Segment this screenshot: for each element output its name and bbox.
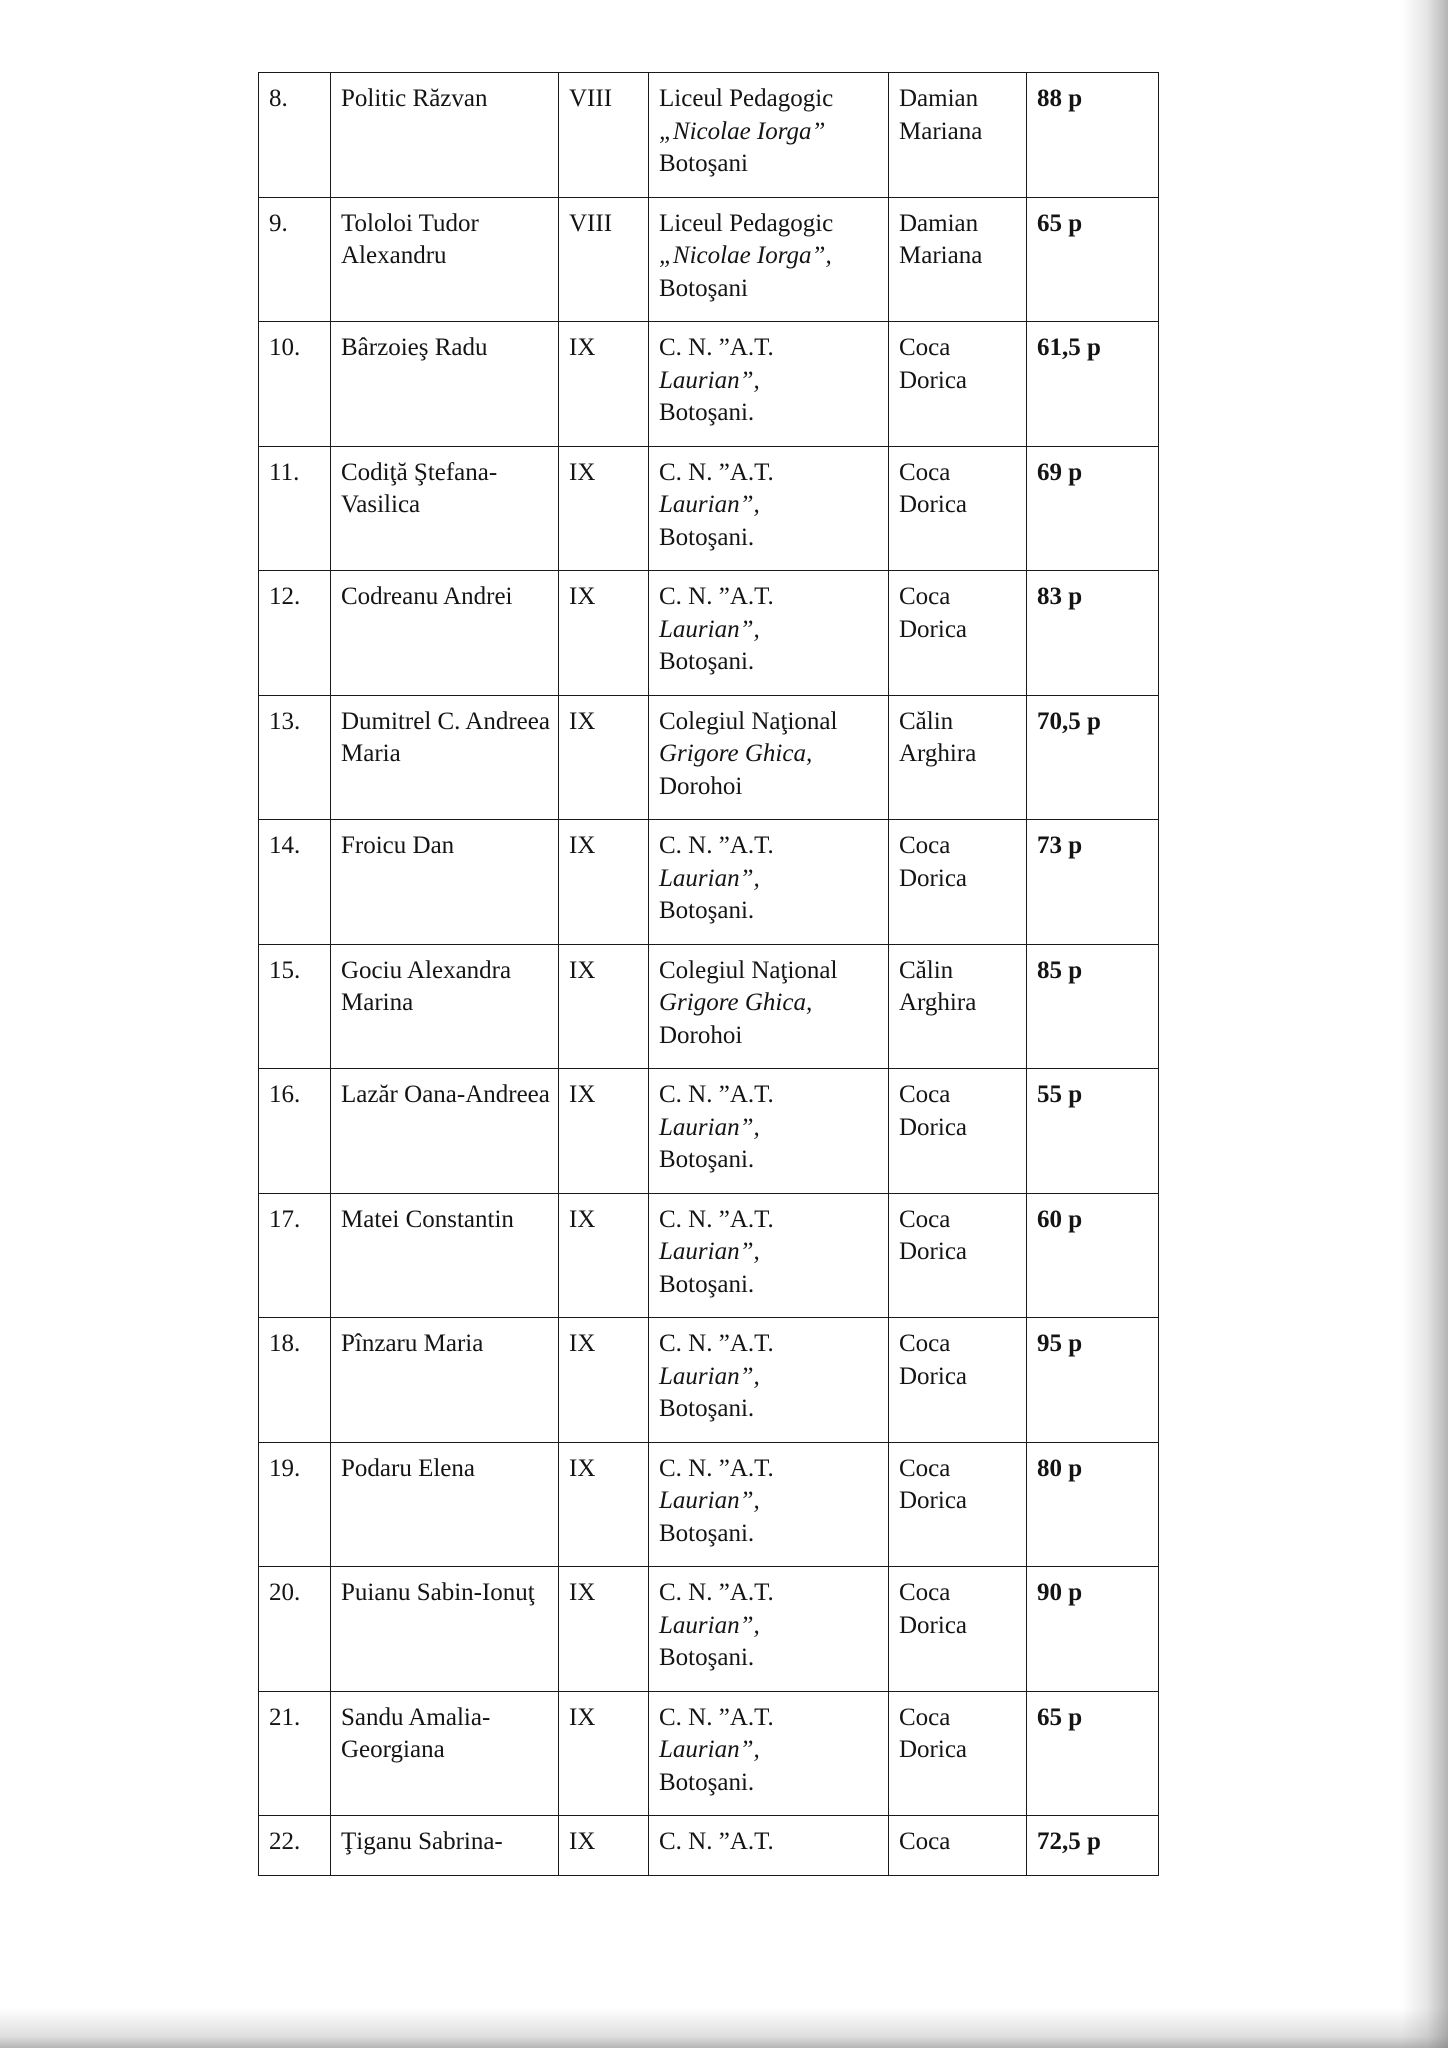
score-value: 61,5 p (1027, 322, 1159, 447)
row-number: 9. (259, 197, 331, 322)
table-row (259, 1069, 1159, 1194)
table-row (259, 197, 1159, 322)
student-name: Politic Răzvan (331, 73, 559, 198)
row-number: 22. (259, 1816, 331, 1876)
school-name: C. N. ”A.T. Laurian”, Botoşani. (649, 820, 889, 945)
school-name: C. N. ”A.T. Laurian”, Botoşani. (649, 1318, 889, 1443)
school-name: C. N. ”A.T. Laurian”, Botoşani. (649, 322, 889, 447)
student-name: Puianu Sabin-Ionuţ (331, 1567, 559, 1692)
row-number: 19. (259, 1442, 331, 1567)
student-class: IX (559, 1816, 649, 1876)
teacher-name: Coca Dorica (889, 1069, 1027, 1194)
score-value: 55 p (1027, 1069, 1159, 1194)
row-number: 14. (259, 820, 331, 945)
student-class: IX (559, 1318, 649, 1443)
student-name: Codreanu Andrei (331, 571, 559, 696)
teacher-name: Coca Dorica (889, 1691, 1027, 1816)
table-row (259, 820, 1159, 945)
teacher-name: Coca Dorica (889, 322, 1027, 447)
score-value: 95 p (1027, 1318, 1159, 1443)
school-name: Liceul Pedagogic „Nicolae Iorga”, Botoşani (649, 197, 889, 322)
score-value: 72,5 p (1027, 1816, 1159, 1876)
table-row (259, 322, 1159, 447)
student-class: VIII (559, 73, 649, 198)
row-number: 12. (259, 571, 331, 696)
school-name: Colegiul Naţional Grigore Ghica, Dorohoi (649, 944, 889, 1069)
row-number: 17. (259, 1193, 331, 1318)
row-number: 20. (259, 1567, 331, 1692)
teacher-name: Coca (889, 1816, 1027, 1876)
row-number: 21. (259, 1691, 331, 1816)
score-value: 88 p (1027, 73, 1159, 198)
student-class: IX (559, 820, 649, 945)
student-class: IX (559, 1193, 649, 1318)
student-name: Bârzoieş Radu (331, 322, 559, 447)
student-name: Froicu Dan (331, 820, 559, 945)
teacher-name: Coca Dorica (889, 571, 1027, 696)
student-name: Sandu Amalia-Georgiana (331, 1691, 559, 1816)
student-name: Matei Constantin (331, 1193, 559, 1318)
table-row (259, 73, 1159, 198)
school-name: C. N. ”A.T. Laurian”, Botoşani. (649, 1069, 889, 1194)
student-class: IX (559, 695, 649, 820)
school-name: C. N. ”A.T. Laurian”, Botoşani. (649, 1691, 889, 1816)
results-table (258, 72, 1159, 1876)
teacher-name: Coca Dorica (889, 820, 1027, 945)
table-row (259, 1816, 1159, 1876)
table-row (259, 446, 1159, 571)
teacher-name: Coca Dorica (889, 1442, 1027, 1567)
score-value: 65 p (1027, 1691, 1159, 1816)
student-class: VIII (559, 197, 649, 322)
student-class: IX (559, 944, 649, 1069)
student-class: IX (559, 446, 649, 571)
student-name: Ţiganu Sabrina- (331, 1816, 559, 1876)
table-row (259, 1318, 1159, 1443)
student-class: IX (559, 1691, 649, 1816)
teacher-name: Coca Dorica (889, 1567, 1027, 1692)
row-number: 11. (259, 446, 331, 571)
school-name: C. N. ”A.T. Laurian”, Botoşani. (649, 571, 889, 696)
student-name: Tololoi Tudor Alexandru (331, 197, 559, 322)
score-value: 73 p (1027, 820, 1159, 945)
score-value: 80 p (1027, 1442, 1159, 1567)
school-name: C. N. ”A.T. Laurian”, Botoşani. (649, 1567, 889, 1692)
student-name: Codiţă Ştefana-Vasilica (331, 446, 559, 571)
table-row (259, 1691, 1159, 1816)
score-value: 60 p (1027, 1193, 1159, 1318)
table-row (259, 571, 1159, 696)
score-value: 85 p (1027, 944, 1159, 1069)
teacher-name: Damian Mariana (889, 197, 1027, 322)
row-number: 18. (259, 1318, 331, 1443)
table-row (259, 1442, 1159, 1567)
score-value: 69 p (1027, 446, 1159, 571)
table-row (259, 1567, 1159, 1692)
teacher-name: Coca Dorica (889, 1193, 1027, 1318)
teacher-name: Damian Mariana (889, 73, 1027, 198)
school-name: C. N. ”A.T. Laurian”, Botoşani. (649, 1193, 889, 1318)
score-value: 83 p (1027, 571, 1159, 696)
teacher-name: Călin Arghira (889, 695, 1027, 820)
student-name: Podaru Elena (331, 1442, 559, 1567)
row-number: 13. (259, 695, 331, 820)
teacher-name: Călin Arghira (889, 944, 1027, 1069)
results-table-container (258, 72, 1158, 1876)
row-number: 15. (259, 944, 331, 1069)
school-name: C. N. ”A.T. (649, 1816, 889, 1876)
score-value: 65 p (1027, 197, 1159, 322)
row-number: 8. (259, 73, 331, 198)
student-class: IX (559, 1567, 649, 1692)
score-value: 90 p (1027, 1567, 1159, 1692)
row-number: 16. (259, 1069, 331, 1194)
student-name: Lazăr Oana-Andreea (331, 1069, 559, 1194)
student-name: Gociu Alexandra Marina (331, 944, 559, 1069)
row-number: 10. (259, 322, 331, 447)
teacher-name: Coca Dorica (889, 1318, 1027, 1443)
score-value: 70,5 p (1027, 695, 1159, 820)
student-class: IX (559, 1442, 649, 1567)
school-name: Liceul Pedagogic „Nicolae Iorga” Botoşani (649, 73, 889, 198)
school-name: C. N. ”A.T. Laurian”, Botoşani. (649, 1442, 889, 1567)
teacher-name: Coca Dorica (889, 446, 1027, 571)
school-name: C. N. ”A.T. Laurian”, Botoşani. (649, 446, 889, 571)
page-shadow (0, 2008, 1448, 2048)
student-class: IX (559, 1069, 649, 1194)
table-row (259, 944, 1159, 1069)
school-name: Colegiul Naţional Grigore Ghica, Dorohoi (649, 695, 889, 820)
student-name: Dumitrel C. Andreea Maria (331, 695, 559, 820)
table-row (259, 1193, 1159, 1318)
student-class: IX (559, 571, 649, 696)
table-row (259, 695, 1159, 820)
student-class: IX (559, 322, 649, 447)
student-name: Pînzaru Maria (331, 1318, 559, 1443)
